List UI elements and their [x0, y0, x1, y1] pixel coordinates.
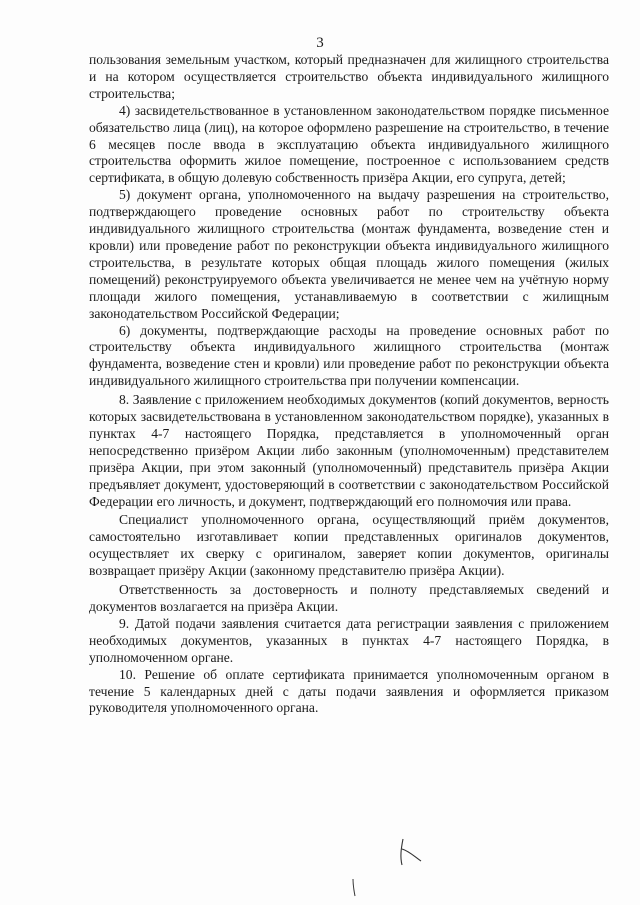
paragraph-clause-9: 9. Датой подачи заявления считается дата регистрации заявления с приложением необходимых документов, указанных в пунктах 4-7 настоящего Порядка, в уполномоченном органе.	[89, 615, 609, 665]
paragraph-clause-10: 10. Решение об оплате сертификата принимается уполномоченным органом в течение 5 календарных дней с даты подачи заявления и оформляется приказом руководителя уполномоченного органа.	[89, 666, 609, 716]
paragraph-clause-8: 8. Заявление с приложением необходимых документов (копий документов, верность которых засвидетельствована в установленном законодательством порядке), указанных в пунктах 4-7 настоящего Порядка, представляется в уполномоченный орган непосредственно призёром Акции либо законным (уполномоченным) представителем призёра Акции, при этом законный (уполномоченный) представитель призёра Акции предъявляет документ, удостоверяющий в соответствии с законодательством Российской Федерации его личность, и документ, подтверждающий его полномочия или права.	[89, 392, 609, 509]
handwritten-signature	[345, 835, 425, 897]
paragraph-item-6: 6) документы, подтверждающие расходы на проведение основных работ по строительству объекта индивидуального жилищного строительства (монтаж фундамента, возведение стен и кровли) или проведение работ по реконструкции объекта индивидуального жилищного строительства при получении компенсации.	[89, 322, 609, 389]
paragraph-continuation: пользования земельным участком, который предназначен для жилищного строительства и на котором осуществляется строительство объекта индивидуального жилищного строительства;	[89, 52, 609, 101]
document-body	[89, 52, 609, 717]
page-number: 3	[316, 35, 324, 51]
paragraph-responsibility: Ответственность за достоверность и полноту представляемых сведений и документов возлагается на призёра Акции.	[89, 582, 609, 614]
paragraph-item-4: 4) засвидетельствованное в установленном законодательством порядке письменное обязательство лица (лиц), на которое оформлено разрешение на строительство, в течение 6 месяцев после ввода в эксплуатацию объекта индивидуального жилищного строительства оформить жилое помещение, построенное с использованием средств сертификата, в общую долевую собственность призёра Акции, его супруга, детей;	[89, 102, 609, 186]
paragraph-item-5: 5) документ органа, уполномоченного на выдачу разрешения на строительство, подтверждающего проведение основных работ по строительству объекта индивидуального жилищного строительства (монтаж фундамента, возведение стен и кровли) или проведение работ по реконструкции объекта индивидуального жилищного строительства, в результате которых общая площадь жилого помещения (жилых помещений) реконструируемого объекта увеличивается не менее чем на учётную норму площади жилого помещения, устанавливаемую в соответствии с жилищным законодательством Российской Федерации;	[89, 187, 609, 321]
paragraph-specialist: Специалист уполномоченного органа, осуществляющий приём документов, самостоятельно изготавливает копии представленных оригиналов документов, осуществляет их сверку с оригиналом, заверяет копии документов, оригиналы возвращает призёру Акции (законному представителю призёра Акции).	[89, 512, 609, 579]
